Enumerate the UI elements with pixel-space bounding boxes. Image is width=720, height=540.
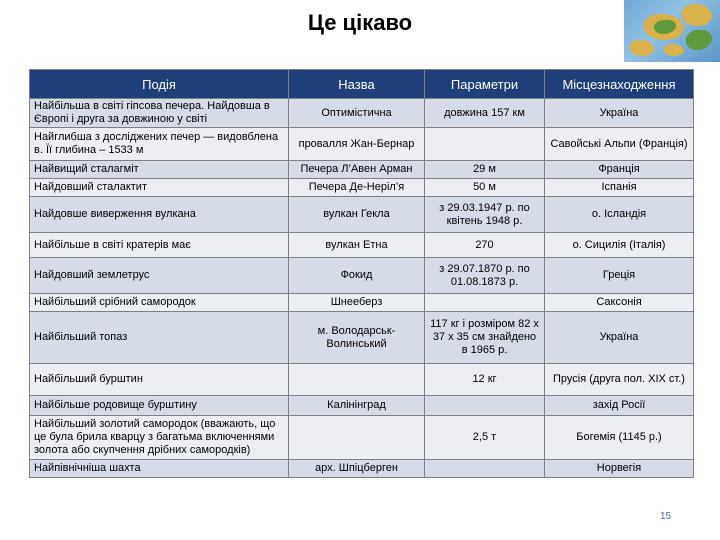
facts-table [29,69,694,478]
cell-params: 12 кг [425,364,545,396]
cell-event: Найбільше родовище бурштину [30,396,289,416]
cell-name [289,364,425,396]
cell-place: Іспанія [545,179,694,197]
header-event: Подія [30,70,289,99]
cell-place: о. Сицилія (Італія) [545,233,694,258]
cell-name: Фокид [289,258,425,294]
table-row [30,161,694,179]
cell-name: Шнееберз [289,294,425,312]
table-row [30,396,694,416]
cell-name: провалля Жан-Бернар [289,128,425,161]
cell-event: Найбільший срібний самородок [30,294,289,312]
cell-event: Найбільше в світі кратерів має [30,233,289,258]
cell-name: Калінінград [289,396,425,416]
cell-params [425,128,545,161]
cell-event: Найбільший бурштин [30,364,289,396]
cell-params: з 29.07.1870 р. по 01.08.1873 р. [425,258,545,294]
header-params: Параметри [425,70,545,99]
cell-place: Саксонія [545,294,694,312]
cell-place: Греція [545,258,694,294]
cell-event: Найбільший золотий самородок (вважають, що це була брила кварцу з багатьма включеннями золота або скупчення дрібних самородків) [30,416,289,460]
page-number: 15 [660,511,672,522]
table-header-row [30,70,694,99]
cell-place: о. Ісландія [545,197,694,233]
cell-name: вулкан Гекла [289,197,425,233]
cell-params [425,460,545,478]
cell-place: Норвегія [545,460,694,478]
cell-name: м. Володарськ-Волинський [289,312,425,364]
header-name: Назва [289,70,425,99]
table-row [30,99,694,128]
cell-place: Франція [545,161,694,179]
table-row [30,197,694,233]
table-row [30,179,694,197]
table-row [30,312,694,364]
cell-place: Савойські Альпи (Франція) [545,128,694,161]
table-row [30,294,694,312]
cell-place: Україна [545,312,694,364]
table-row [30,258,694,294]
table-row [30,233,694,258]
cell-params [425,294,545,312]
cell-event: Найпівнічніша шахта [30,460,289,478]
cell-event: Найдовший сталактит [30,179,289,197]
cell-event: Найвищий сталагміт [30,161,289,179]
table-row [30,460,694,478]
table-row [30,364,694,396]
cell-place: захід Росії [545,396,694,416]
cell-name: Печера Л’Авен Арман [289,161,425,179]
table-row [30,128,694,161]
cell-name: вулкан Етна [289,233,425,258]
cell-event: Найдовше виверження вулкана [30,197,289,233]
slide-title: Це цікаво [307,10,413,35]
europe-map-image [624,0,720,62]
cell-place: Богемія (1145 р.) [545,416,694,460]
cell-params: довжина 157 км [425,99,545,128]
table-row [30,416,694,460]
cell-name: Оптимістична [289,99,425,128]
cell-params: 29 м [425,161,545,179]
cell-params: 2,5 т [425,416,545,460]
cell-event: Найбільша в світі гіпсова печера. Найдовша в Європі і друга за довжиною у світі [30,99,289,128]
cell-params: 50 м [425,179,545,197]
cell-name [289,416,425,460]
cell-params: з 29.03.1947 р. по квітень 1948 р. [425,197,545,233]
header-place: Місцезнаходження [545,70,694,99]
cell-event: Найдовший землетрус [30,258,289,294]
cell-name: Печера Де-Неріл’я [289,179,425,197]
cell-place: Прусія (друга пол. XIX ст.) [545,364,694,396]
cell-place: Україна [545,99,694,128]
cell-event: Найбільший топаз [30,312,289,364]
cell-event: Найглибша з досліджених печер — видовблена в. Її глибина – 1533 м [30,128,289,161]
cell-params: 117 кг і розміром 82 х 37 х 35 см знайдено в 1965 р. [425,312,545,364]
cell-params: 270 [425,233,545,258]
cell-name: арх. Шпіцберген [289,460,425,478]
cell-params [425,396,545,416]
